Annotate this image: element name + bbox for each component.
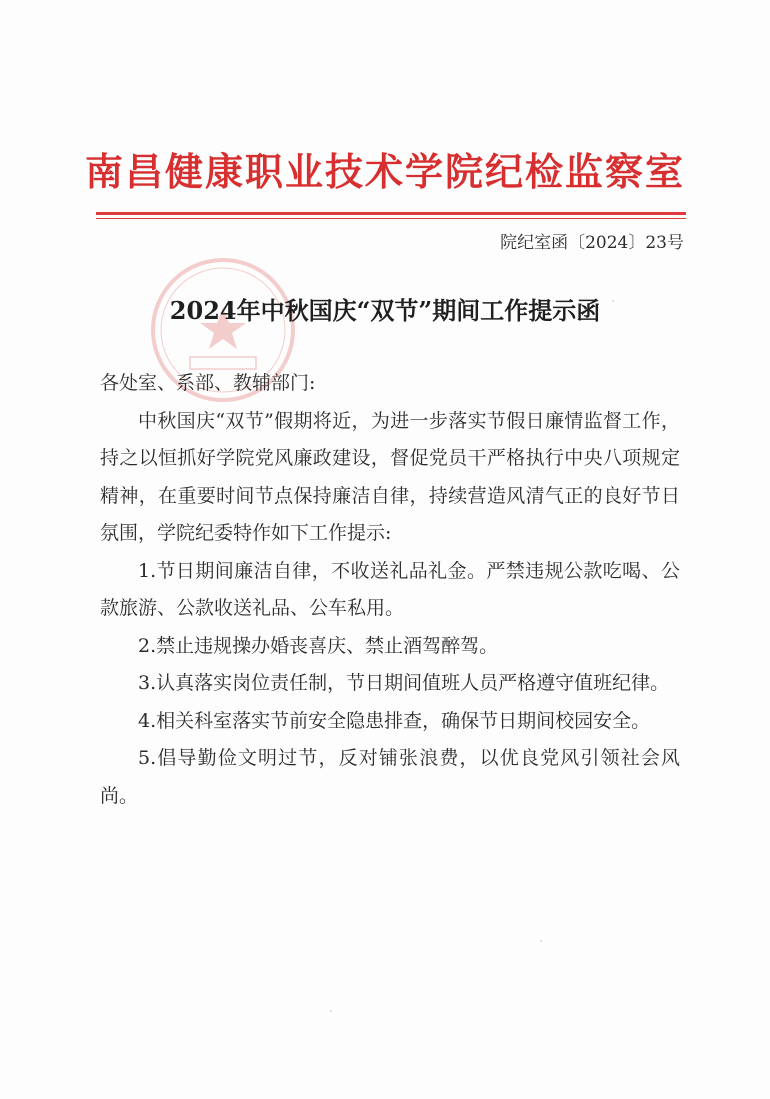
- scan-speck: [330, 1010, 332, 1012]
- notice-item: 5.倡导勤俭文明过节，反对铺张浪费，以优良党风引领社会风尚。: [100, 747, 680, 807]
- salutation: 各处室、系部、教辅部门:: [100, 372, 316, 394]
- header-red-rule: [96, 212, 686, 215]
- scan-speck: [540, 940, 542, 942]
- notice-item: 1.节日期间廉洁自律，不收送礼品礼金。严禁违规公款吃喝、公款旅游、公款收送礼品、公车私用。: [100, 559, 680, 619]
- intro-paragraph: 中秋国庆“双节”假期将近，为进一步落实节假日廉情监督工作，持之以恒抓好学院党风廉政建设，督促党员干严格执行中央八项规定精神，在重要时间节点保持廉洁自律，持续营造风清气正的良好节日氛围，学院纪委特作如下工作提示:: [100, 409, 680, 544]
- document-number: 院纪室函〔2024〕23号: [500, 233, 684, 253]
- notice-item: 4.相关科室落实节前安全隐患排查，确保节日期间校园安全。: [138, 709, 651, 732]
- header-red-rule-thin: [96, 218, 686, 219]
- issuing-organization-header: 南昌健康职业技术学院纪检监察室: [84, 149, 685, 194]
- document-body: [100, 365, 680, 815]
- notice-item: 3.认真落实岗位责任制，节日期间值班人员严格遵守值班纪律。: [138, 672, 670, 694]
- document-title: 2024年中秋国庆“双节”期间工作提示函: [169, 296, 601, 325]
- notice-item: 2.禁止违规操办婚丧喜庆、禁止酒驾醉驾。: [138, 634, 499, 657]
